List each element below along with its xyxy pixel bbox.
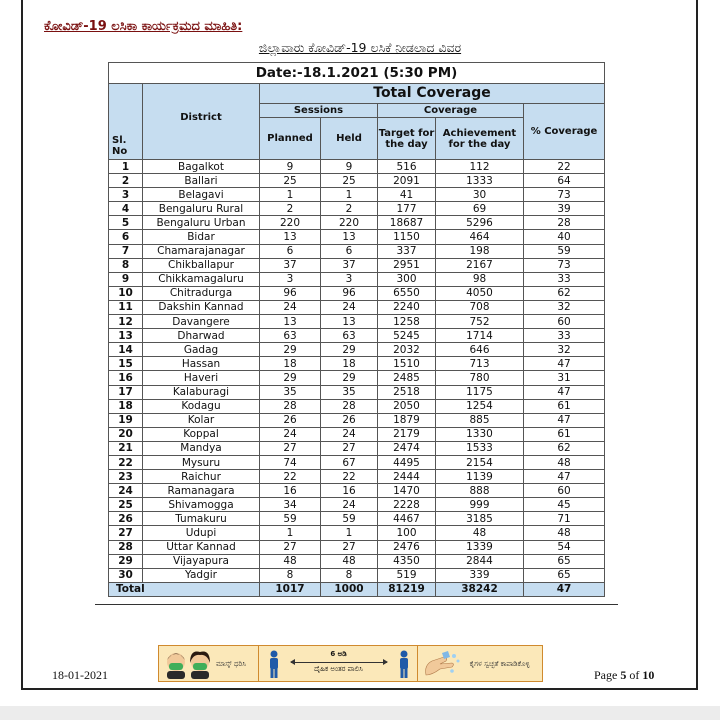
- table-row: [109, 413, 605, 427]
- cell-pct: 47: [524, 413, 605, 427]
- total-row: [109, 582, 605, 596]
- cell-district: Ramanagara: [143, 484, 260, 498]
- cell-planned: 74: [260, 455, 321, 469]
- cell-planned: 8: [260, 568, 321, 582]
- table-row: [109, 357, 605, 371]
- cell-achievement: 30: [436, 188, 524, 202]
- table-row: [109, 174, 605, 188]
- cell-held: 18: [321, 357, 378, 371]
- cell-sno: 3: [109, 188, 143, 202]
- cell-achievement: 1175: [436, 385, 524, 399]
- cell-sno: 22: [109, 455, 143, 469]
- cell-district: Gadag: [143, 343, 260, 357]
- cell-planned: 29: [260, 343, 321, 357]
- cell-held: 1: [321, 188, 378, 202]
- table-row: [109, 526, 605, 540]
- table-row: [109, 554, 605, 568]
- cell-achievement: 1254: [436, 399, 524, 413]
- cell-planned: 24: [260, 300, 321, 314]
- cell-achievement: 1333: [436, 174, 524, 188]
- total-achievement: 38242: [436, 582, 524, 596]
- cell-district: Yadgir: [143, 568, 260, 582]
- cell-district: Dharwad: [143, 329, 260, 343]
- table-row: [109, 399, 605, 413]
- cell-planned: 27: [260, 540, 321, 554]
- cell-sno: 28: [109, 540, 143, 554]
- cell-achievement: 2154: [436, 455, 524, 469]
- col-header-pct-coverage: % Coverage: [524, 104, 605, 160]
- cell-achievement: 885: [436, 413, 524, 427]
- cell-planned: 34: [260, 498, 321, 512]
- cell-held: 24: [321, 498, 378, 512]
- cell-held: 9: [321, 160, 378, 174]
- cell-district: Davangere: [143, 315, 260, 329]
- total-label: Total: [109, 582, 260, 596]
- cell-planned: 35: [260, 385, 321, 399]
- cell-district: Haveri: [143, 371, 260, 385]
- cell-sno: 6: [109, 230, 143, 244]
- cell-held: 22: [321, 470, 378, 484]
- cell-achievement: 1339: [436, 540, 524, 554]
- cell-planned: 3: [260, 272, 321, 286]
- cell-planned: 48: [260, 554, 321, 568]
- cell-achievement: 3185: [436, 512, 524, 526]
- cell-held: 63: [321, 329, 378, 343]
- cell-district: Chitradurga: [143, 286, 260, 300]
- cell-target: 1150: [378, 230, 436, 244]
- cell-district: Hassan: [143, 357, 260, 371]
- cell-sno: 13: [109, 329, 143, 343]
- cell-sno: 10: [109, 286, 143, 300]
- cell-held: 27: [321, 540, 378, 554]
- cell-target: 18687: [378, 216, 436, 230]
- cell-pct: 48: [524, 455, 605, 469]
- cell-achievement: 198: [436, 244, 524, 258]
- cell-district: Kodagu: [143, 399, 260, 413]
- cell-district: Dakshin Kannad: [143, 300, 260, 314]
- table-row: [109, 160, 605, 174]
- cell-achievement: 999: [436, 498, 524, 512]
- cell-target: 6550: [378, 286, 436, 300]
- cell-pct: 73: [524, 188, 605, 202]
- cell-sno: 24: [109, 484, 143, 498]
- cell-sno: 26: [109, 512, 143, 526]
- cell-district: Bagalkot: [143, 160, 260, 174]
- cell-held: 1: [321, 526, 378, 540]
- table-row: [109, 329, 605, 343]
- cell-achievement: 98: [436, 272, 524, 286]
- cell-pct: 45: [524, 498, 605, 512]
- cell-sno: 14: [109, 343, 143, 357]
- cell-district: Koppal: [143, 427, 260, 441]
- cell-district: Ballari: [143, 174, 260, 188]
- cell-sno: 11: [109, 300, 143, 314]
- cell-sno: 12: [109, 315, 143, 329]
- cell-sno: 5: [109, 216, 143, 230]
- person-left-icon: [267, 650, 281, 678]
- cell-target: 1879: [378, 413, 436, 427]
- cell-pct: 33: [524, 329, 605, 343]
- cell-district: Uttar Kannad: [143, 540, 260, 554]
- cell-held: 16: [321, 484, 378, 498]
- cell-target: 1510: [378, 357, 436, 371]
- cell-achievement: 888: [436, 484, 524, 498]
- banner-distance-label: ದೈಹಿಕ ಅಂತರ ಪಾಲಿಸಿ: [314, 665, 363, 673]
- cell-district: Tumakuru: [143, 512, 260, 526]
- cell-pct: 73: [524, 258, 605, 272]
- cell-district: Belagavi: [143, 188, 260, 202]
- cell-achievement: 646: [436, 343, 524, 357]
- cell-held: 28: [321, 399, 378, 413]
- cell-planned: 9: [260, 160, 321, 174]
- table-row: [109, 202, 605, 216]
- cell-district: Shivamogga: [143, 498, 260, 512]
- cell-achievement: 780: [436, 371, 524, 385]
- cell-target: 2179: [378, 427, 436, 441]
- cell-held: 13: [321, 315, 378, 329]
- cell-district: Kalaburagi: [143, 385, 260, 399]
- cell-achievement: 1139: [436, 470, 524, 484]
- cell-achievement: 1714: [436, 329, 524, 343]
- cell-pct: 33: [524, 272, 605, 286]
- table-row: [109, 540, 605, 554]
- col-header-held: Held: [321, 118, 378, 160]
- cell-pct: 60: [524, 484, 605, 498]
- cell-pct: 32: [524, 343, 605, 357]
- cell-planned: 59: [260, 512, 321, 526]
- cell-sno: 21: [109, 441, 143, 455]
- cell-planned: 6: [260, 244, 321, 258]
- cell-district: Vijayapura: [143, 554, 260, 568]
- cell-achievement: 112: [436, 160, 524, 174]
- cell-target: 177: [378, 202, 436, 216]
- cell-target: 2050: [378, 399, 436, 413]
- cell-sno: 15: [109, 357, 143, 371]
- cell-planned: 28: [260, 399, 321, 413]
- cell-target: 337: [378, 244, 436, 258]
- table-row: [109, 484, 605, 498]
- cell-sno: 29: [109, 554, 143, 568]
- cell-sno: 30: [109, 568, 143, 582]
- cell-achievement: 48: [436, 526, 524, 540]
- total-target: 81219: [378, 582, 436, 596]
- table-row: [109, 343, 605, 357]
- vaccination-table: [108, 62, 605, 597]
- cell-pct: 48: [524, 526, 605, 540]
- cell-pct: 31: [524, 371, 605, 385]
- cell-sno: 9: [109, 272, 143, 286]
- cell-pct: 60: [524, 315, 605, 329]
- cell-achievement: 2844: [436, 554, 524, 568]
- cell-planned: 25: [260, 174, 321, 188]
- table-body: [109, 160, 605, 597]
- cell-district: Chikballapur: [143, 258, 260, 272]
- cell-target: 516: [378, 160, 436, 174]
- cell-achievement: 2167: [436, 258, 524, 272]
- col-header-slno: Sl. No: [109, 84, 143, 160]
- cell-achievement: 5296: [436, 216, 524, 230]
- cell-held: 48: [321, 554, 378, 568]
- cell-target: 2485: [378, 371, 436, 385]
- table-row: [109, 244, 605, 258]
- page-total: 10: [642, 668, 655, 682]
- cell-sno: 8: [109, 258, 143, 272]
- cell-held: 8: [321, 568, 378, 582]
- cell-achievement: 464: [436, 230, 524, 244]
- table-row: [109, 470, 605, 484]
- cell-planned: 26: [260, 413, 321, 427]
- table-row: [109, 286, 605, 300]
- cell-pct: 65: [524, 554, 605, 568]
- cell-target: 2951: [378, 258, 436, 272]
- cell-target: 300: [378, 272, 436, 286]
- cell-target: 2476: [378, 540, 436, 554]
- cell-target: 100: [378, 526, 436, 540]
- cell-achievement: 708: [436, 300, 524, 314]
- cell-target: 1258: [378, 315, 436, 329]
- cell-held: 13: [321, 230, 378, 244]
- banner-handwash-section: [418, 646, 542, 681]
- table-row: [109, 568, 605, 582]
- cell-held: 3: [321, 272, 378, 286]
- cell-achievement: 339: [436, 568, 524, 582]
- cell-sno: 19: [109, 413, 143, 427]
- page-number: [594, 668, 654, 683]
- cell-pct: 28: [524, 216, 605, 230]
- footer-date: 18-01-2021: [52, 668, 108, 682]
- cell-pct: 32: [524, 300, 605, 314]
- cell-target: 4467: [378, 512, 436, 526]
- cell-pct: 61: [524, 399, 605, 413]
- cell-planned: 63: [260, 329, 321, 343]
- cell-held: 6: [321, 244, 378, 258]
- page-of: of: [629, 668, 640, 682]
- cell-pct: 59: [524, 244, 605, 258]
- cell-held: 96: [321, 286, 378, 300]
- cell-district: Chikkamagaluru: [143, 272, 260, 286]
- cell-pct: 65: [524, 568, 605, 582]
- banner-mask-section: [159, 646, 259, 681]
- covid-guidelines-banner: [158, 645, 543, 682]
- cell-district: Bengaluru Urban: [143, 216, 260, 230]
- table-row: [109, 216, 605, 230]
- cell-sno: 20: [109, 427, 143, 441]
- col-header-achievement: Achievement for the day: [436, 118, 524, 160]
- cell-sno: 25: [109, 498, 143, 512]
- cell-achievement: 1533: [436, 441, 524, 455]
- cell-held: 24: [321, 427, 378, 441]
- table-row: [109, 371, 605, 385]
- cell-planned: 24: [260, 427, 321, 441]
- col-header-target: Target for the day: [378, 118, 436, 160]
- cell-planned: 1: [260, 526, 321, 540]
- cell-district: Mysuru: [143, 455, 260, 469]
- total-pct: 47: [524, 582, 605, 596]
- cell-target: 4350: [378, 554, 436, 568]
- cell-planned: 18: [260, 357, 321, 371]
- cell-planned: 22: [260, 470, 321, 484]
- banner-distance-section: [259, 646, 418, 681]
- cell-district: Mandya: [143, 441, 260, 455]
- divider-line: [95, 604, 618, 605]
- cell-pct: 40: [524, 230, 605, 244]
- table-row: [109, 230, 605, 244]
- cell-district: Raichur: [143, 470, 260, 484]
- cell-target: 2474: [378, 441, 436, 455]
- cell-target: 5245: [378, 329, 436, 343]
- cell-planned: 96: [260, 286, 321, 300]
- cell-held: 37: [321, 258, 378, 272]
- cell-achievement: 4050: [436, 286, 524, 300]
- cell-pct: 64: [524, 174, 605, 188]
- cell-target: 2518: [378, 385, 436, 399]
- table-row: [109, 272, 605, 286]
- cell-held: 59: [321, 512, 378, 526]
- cell-pct: 47: [524, 385, 605, 399]
- cell-district: Udupi: [143, 526, 260, 540]
- cell-pct: 71: [524, 512, 605, 526]
- table-row: [109, 441, 605, 455]
- table-row: [109, 498, 605, 512]
- cell-pct: 62: [524, 286, 605, 300]
- cell-target: 4495: [378, 455, 436, 469]
- col-header-sessions: Sessions: [260, 104, 378, 118]
- cell-sno: 17: [109, 385, 143, 399]
- col-header-planned: Planned: [260, 118, 321, 160]
- page-heading: ಕೋವಿಡ್-19 ಲಸಿಕಾ ಕಾರ್ಯಕ್ರಮದ ಮಾಹಿತಿ:: [44, 19, 243, 34]
- cell-target: 2444: [378, 470, 436, 484]
- cell-held: 27: [321, 441, 378, 455]
- cell-held: 67: [321, 455, 378, 469]
- cell-held: 29: [321, 371, 378, 385]
- banner-mask-text: ಮಾಸ್ಕ್ ಧರಿಸಿ: [216, 659, 246, 668]
- person-right-icon: [397, 650, 411, 678]
- col-header-coverage: Coverage: [378, 104, 524, 118]
- table-row: [109, 315, 605, 329]
- table-row: [109, 427, 605, 441]
- cell-held: 26: [321, 413, 378, 427]
- table-row: [109, 188, 605, 202]
- cell-district: Chamarajanagar: [143, 244, 260, 258]
- cell-target: 2240: [378, 300, 436, 314]
- cell-district: Bengaluru Rural: [143, 202, 260, 216]
- cell-district: Kolar: [143, 413, 260, 427]
- cell-pct: 61: [524, 427, 605, 441]
- cell-held: 220: [321, 216, 378, 230]
- cell-pct: 47: [524, 470, 605, 484]
- cell-target: 1470: [378, 484, 436, 498]
- cell-planned: 2: [260, 202, 321, 216]
- viewer-bottom-bar: [0, 706, 720, 720]
- cell-target: 2228: [378, 498, 436, 512]
- cell-sno: 16: [109, 371, 143, 385]
- report-date: Date:-18.1.2021 (5:30 PM): [109, 63, 605, 84]
- cell-planned: 220: [260, 216, 321, 230]
- banner-handwash-text: ಕೈಗಳ ಸ್ವಚ್ಛತೆ ಕಾಪಾಡಿಕೊಳ್ಳಿ: [469, 659, 530, 668]
- cell-planned: 13: [260, 230, 321, 244]
- cell-sno: 27: [109, 526, 143, 540]
- cell-held: 35: [321, 385, 378, 399]
- cell-sno: 23: [109, 470, 143, 484]
- cell-planned: 16: [260, 484, 321, 498]
- distance-arrow: [291, 662, 387, 663]
- table-row: [109, 385, 605, 399]
- cell-planned: 29: [260, 371, 321, 385]
- cell-sno: 1: [109, 160, 143, 174]
- cell-held: 24: [321, 300, 378, 314]
- cell-pct: 39: [524, 202, 605, 216]
- cell-target: 2091: [378, 174, 436, 188]
- cell-sno: 18: [109, 399, 143, 413]
- cell-held: 2: [321, 202, 378, 216]
- cell-sno: 2: [109, 174, 143, 188]
- cell-sno: 7: [109, 244, 143, 258]
- cell-target: 41: [378, 188, 436, 202]
- table-row: [109, 300, 605, 314]
- col-header-district: District: [143, 84, 260, 160]
- cell-pct: 54: [524, 540, 605, 554]
- table-row: [109, 258, 605, 272]
- cell-target: 519: [378, 568, 436, 582]
- page-subheading: ಜಿಲ್ಲಾವಾರು ಕೋವಿಡ್-19 ಲಸಿಕೆ ನೀಡಲಾದ ವಿವರ: [258, 40, 462, 55]
- cell-planned: 37: [260, 258, 321, 272]
- cell-pct: 62: [524, 441, 605, 455]
- cell-achievement: 69: [436, 202, 524, 216]
- page-label: Page: [594, 668, 618, 682]
- cell-district: Bidar: [143, 230, 260, 244]
- cell-pct: 22: [524, 160, 605, 174]
- total-planned: 1017: [260, 582, 321, 596]
- table-row: [109, 512, 605, 526]
- cell-planned: 13: [260, 315, 321, 329]
- total-held: 1000: [321, 582, 378, 596]
- col-header-total-coverage: Total Coverage: [260, 84, 605, 104]
- cell-achievement: 1330: [436, 427, 524, 441]
- cell-achievement: 713: [436, 357, 524, 371]
- cell-planned: 1: [260, 188, 321, 202]
- cell-achievement: 752: [436, 315, 524, 329]
- cell-planned: 27: [260, 441, 321, 455]
- cell-pct: 47: [524, 357, 605, 371]
- cell-sno: 4: [109, 202, 143, 216]
- masked-faces-icon: [164, 649, 214, 679]
- cell-target: 2032: [378, 343, 436, 357]
- banner-distance-value: 6 ಅಡಿ: [330, 650, 347, 658]
- page-current: 5: [620, 668, 627, 682]
- cell-held: 25: [321, 174, 378, 188]
- cell-held: 29: [321, 343, 378, 357]
- handwash-icon: [422, 649, 464, 679]
- table-row: [109, 455, 605, 469]
